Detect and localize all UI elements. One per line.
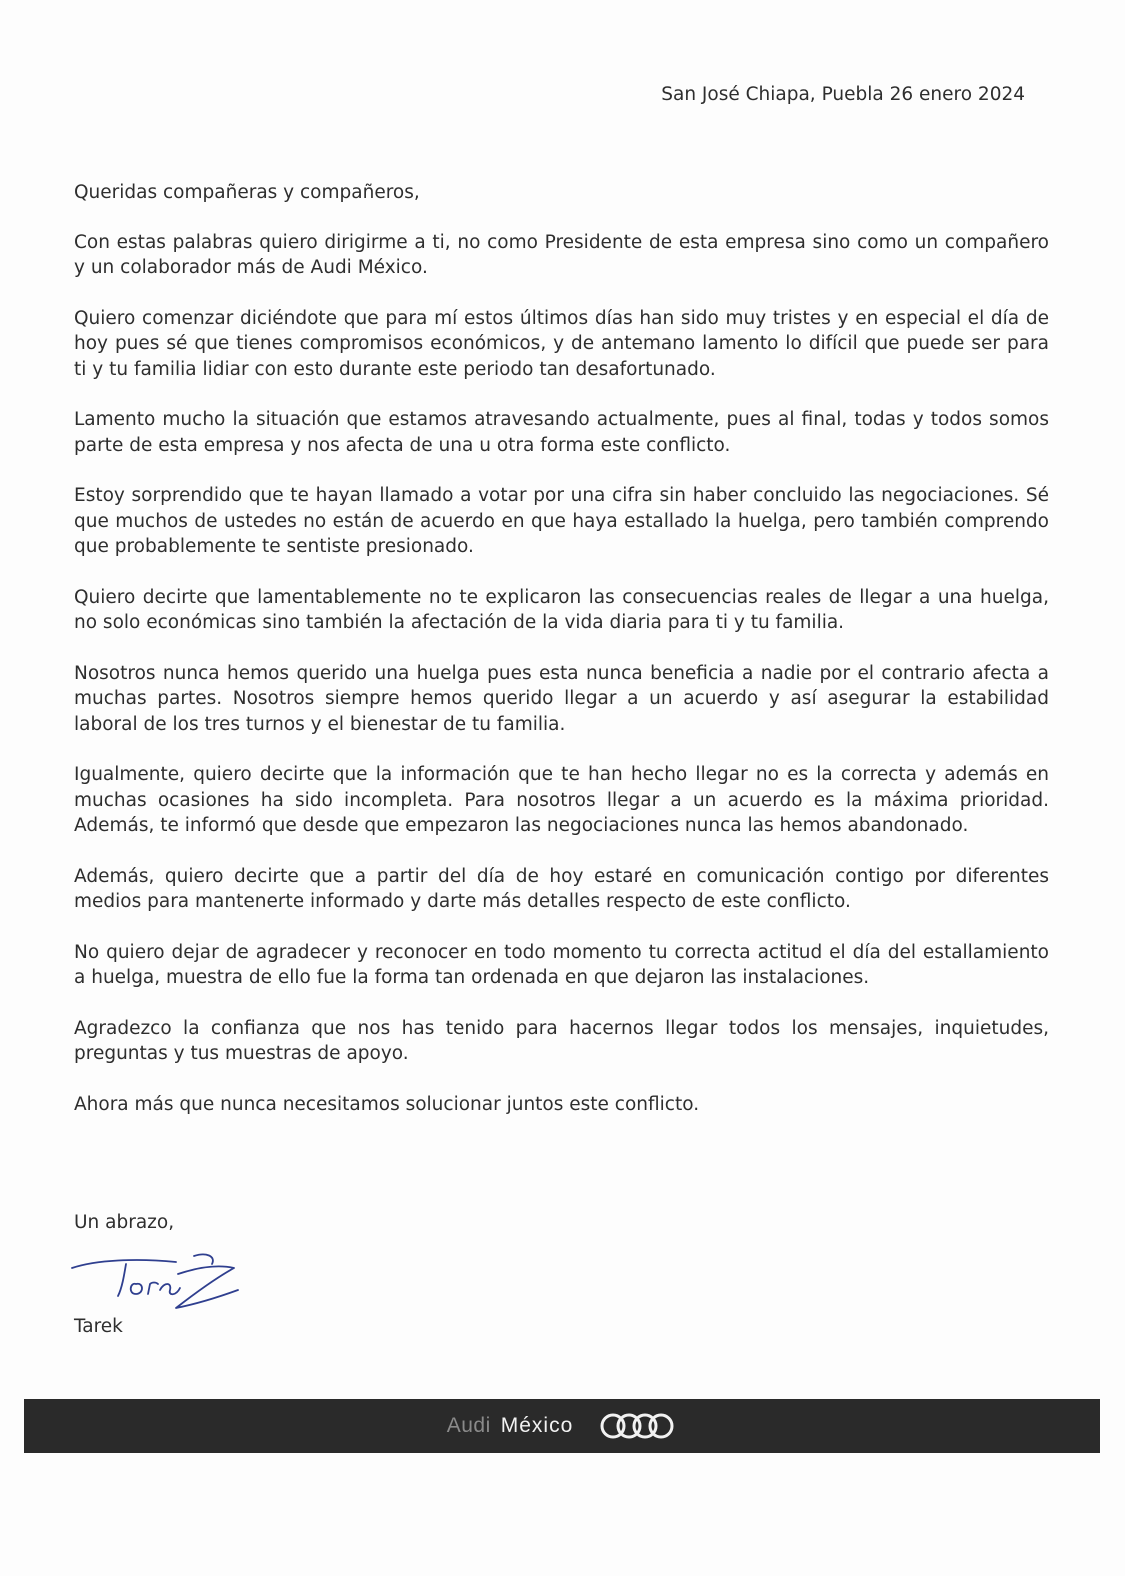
letter-paragraph: Lamento mucho la situación que estamos atravesando actualmente, pues al final, todas y todos somos parte de esta empresa y nos afecta de una u otra forma este conflicto.	[74, 409, 1049, 456]
audi-four-rings-icon	[599, 1411, 677, 1441]
letter-greeting: Queridas compañeras y compañeros,	[74, 182, 420, 203]
footer-bar	[24, 1399, 1100, 1453]
letter-paragraph: Además, quiero decirte que a partir del día de hoy estaré en comunicación contigo por diferentes medios para mantenerte informado y darte más detalles respecto de este conflicto.	[74, 865, 1049, 912]
letter-paragraph: Igualmente, quiero decirte que la información que te han hecho llegar no es la correcta y además en muchas ocasiones ha sido incompleta. Para nosotros llegar a un acuerdo es la máxima prioridad. Además, te informó que desde que empezaron las negociaciones nunca las hemos abandonado.	[74, 764, 1049, 836]
signer-name: Tarek	[74, 1316, 123, 1337]
letter-paragraph: Nosotros nunca hemos querido una huelga pues esta nunca beneficia a nadie por el contrario afecta a muchas partes. Nosotros siempre hemos querido llegar a un acuerdo y así asegurar la estabilidad laboral de los tres turnos y el bienestar de tu familia.	[74, 662, 1049, 735]
letter-paragraph: Con estas palabras quiero dirigirme a ti, no como Presidente de esta empresa sino como un compañero y un colaborador más de Audi México.	[74, 231, 1049, 278]
letter-paragraph: No quiero dejar de agradecer y reconocer en todo momento tu correcta actitud el día del estallamiento a huelga, muestra de ello fue la forma tan ordenada en que dejaron las instalaciones.	[74, 941, 1049, 988]
brand-audi-word: Audi	[446, 1414, 491, 1437]
letter-date: San José Chiapa, Puebla 26 enero 2024	[661, 84, 1025, 105]
letter-closing: Un abrazo,	[74, 1212, 175, 1233]
letter-paragraph: Ahora más que nunca necesitamos solucionar juntos este conflicto.	[74, 1093, 700, 1115]
letter-paragraph: Agradezco la confianza que nos has tenido para hacernos llegar todos los mensajes, inquietudes, preguntas y tus muestras de apoyo.	[74, 1017, 1049, 1064]
letter-paragraph: Quiero comenzar diciéndote que para mí estos últimos días han sido muy tristes y en especial el día de hoy pues sé que tienes compromisos económicos, y de antemano lamento lo difícil que puede ser para ti y tu familia lidiar con esto durante este periodo tan desafortunado.	[74, 307, 1049, 380]
footer-brand	[24, 1399, 1100, 1453]
letter-paragraph: Quiero decirte que lamentablemente no te explicaron las consecuencias reales de llegar a una huelga, no solo económicas sino también la afectación de la vida diaria para ti y tu familia.	[74, 586, 1049, 633]
handwritten-signature	[66, 1238, 246, 1314]
letter-paragraph: Estoy sorprendido que te hayan llamado a votar por una cifra sin haber concluido las negociaciones. Sé que muchos de ustedes no están de acuerdo en que haya estallado la huelga, pero también comprendo que probablemente te sentiste presionado.	[74, 485, 1049, 557]
letter-body	[74, 180, 1049, 1117]
brand-country: México	[500, 1414, 574, 1437]
